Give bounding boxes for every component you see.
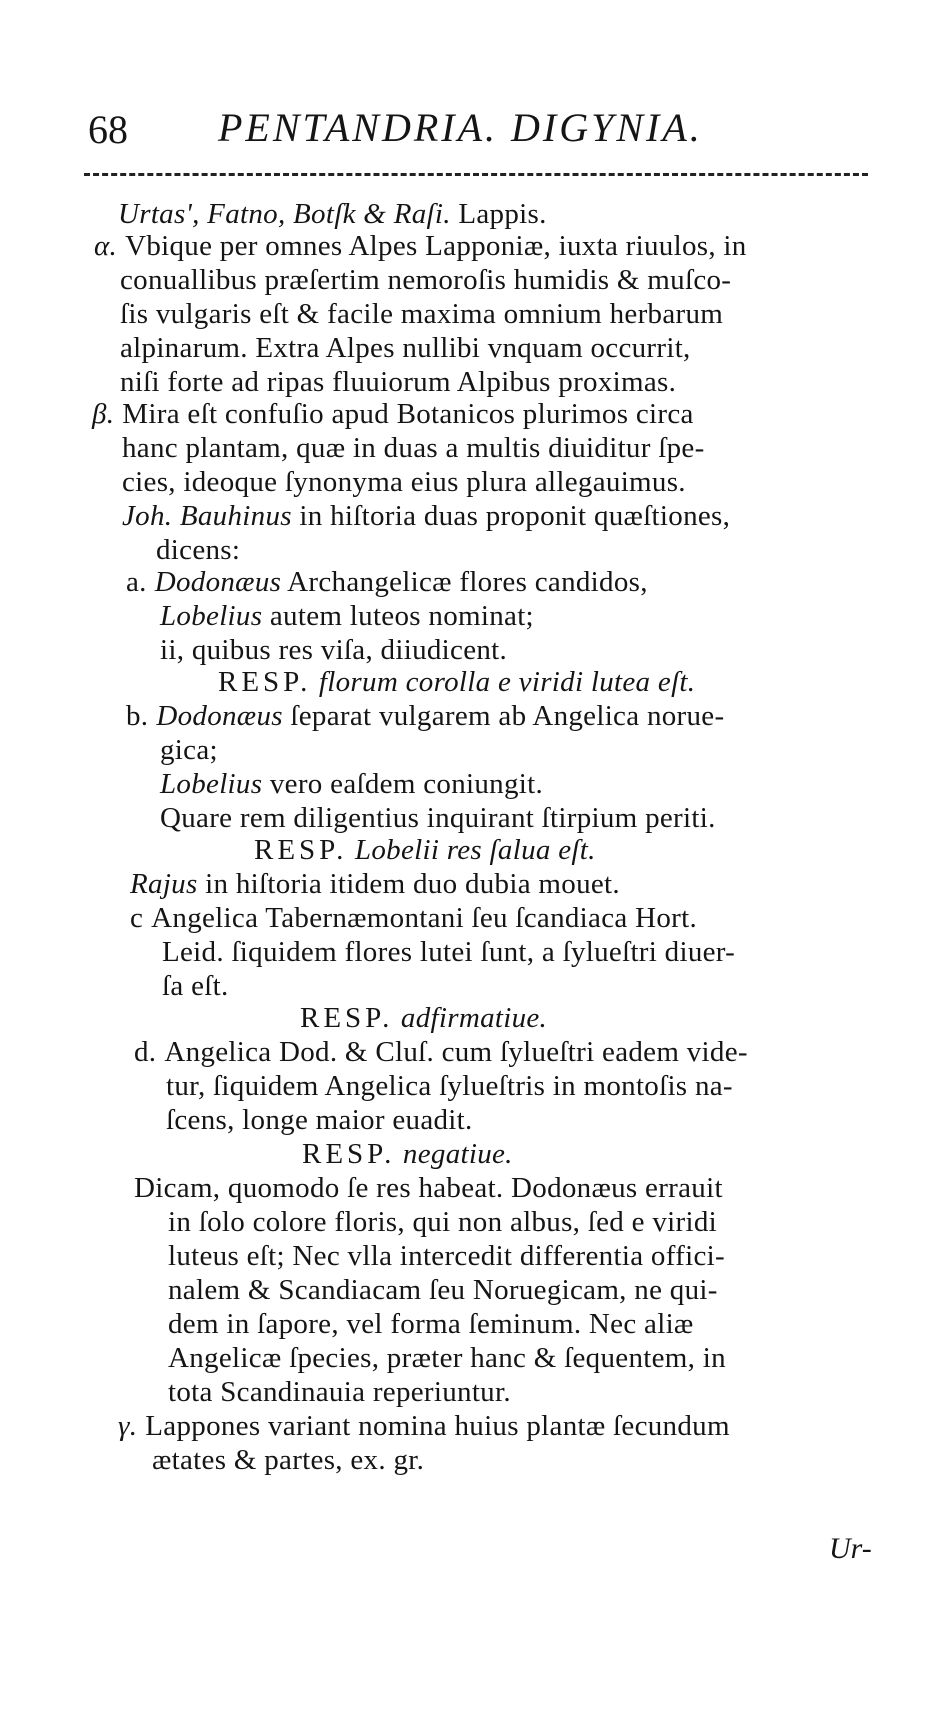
paragraph-gamma: γ. Lappones variant nomina huius plantæ ſecundum: [118, 1410, 730, 1442]
text-line: Leid. ſiquidem flores lutei ſunt, a ſylueſtri diuer-: [162, 936, 736, 968]
text-line: Rajus in hiſtoria itidem duo dubia mouet.: [130, 868, 620, 900]
text-line: tota Scandinauia reperiuntur.: [168, 1376, 511, 1408]
gamma-marker: γ.: [118, 1410, 138, 1442]
catchword: Ur-: [829, 1532, 872, 1565]
alpha-marker: α.: [94, 230, 118, 262]
running-title: PENTANDRIA. DIGYNIA.: [218, 105, 703, 150]
paragraph-beta: β. Mira eſt confuſio apud Botanicos plurimos circa: [92, 398, 694, 430]
response-b: RESP. Lobelii res ſalua eſt.: [254, 834, 596, 866]
text-line: cies, ideoque ſynonyma eius plura allegauimus.: [122, 466, 686, 498]
text-line: gica;: [160, 734, 218, 766]
text-line: nalem & Scandiacam ſeu Noruegicam, ne qui-: [168, 1274, 718, 1306]
text-line: Quare rem diligentius inquirant ſtirpium periti.: [160, 802, 716, 834]
text-line: dicens:: [156, 534, 241, 566]
question-b: b. Dodonæus ſeparat vulgarem ab Angelica norue-: [126, 700, 725, 732]
text-line: ætates & partes, ex. gr.: [152, 1444, 425, 1476]
text-line: conuallibus præſertim nemoroſis humidis & muſco-: [120, 264, 732, 296]
text-line: dem in ſapore, vel forma ſeminum. Nec aliæ: [168, 1308, 694, 1340]
text-line: Dicam, quomodo ſe res habeat. Dodonæus errauit: [134, 1172, 723, 1204]
beta-marker: β.: [92, 398, 115, 430]
text-line: Joh. Bauhinus in hiſtoria duas proponit quæſtiones,: [122, 500, 731, 532]
response-a: RESP. florum corolla e viridi lutea eſt.: [218, 666, 696, 698]
text-line: in ſolo colore floris, qui non albus, ſed e viridi: [168, 1206, 717, 1238]
text-line: Lobelius vero eaſdem coniungit.: [160, 768, 544, 800]
text-line: ii, quibus res viſa, diiudicent.: [160, 634, 508, 666]
text-line: Angelicæ ſpecies, præter hanc & ſequentem, in: [168, 1342, 726, 1374]
paragraph-alpha: α. Vbique per omnes Alpes Lapponiæ, iuxta riuulos, in: [94, 230, 747, 262]
question-d: d. Angelica Dod. & Cluſ. cum ſylueſtri eadem vide-: [134, 1036, 748, 1068]
response-d: RESP. negatiue.: [302, 1138, 513, 1170]
question-c: c Angelica Tabernæmontani ſeu ſcandiaca Hort.: [130, 902, 698, 934]
text-line: alpinarum. Extra Alpes nullibi vnquam occurrit,: [120, 332, 691, 364]
text-line: ſcens, longe maior euadit.: [166, 1104, 473, 1136]
question-a: a. Dodonæus Archangelicæ flores candidos,: [126, 566, 648, 598]
text-line: niſi forte ad ripas fluuiorum Alpibus proximas.: [120, 366, 677, 398]
page-number: 68: [88, 107, 128, 152]
response-c: RESP. adfirmatiue.: [300, 1002, 548, 1034]
text-line: hanc plantam, quæ in duas a multis diuiditur ſpe-: [122, 432, 705, 464]
text-line: ſa eſt.: [162, 970, 229, 1002]
text-line: Urtas', Fatno, Botſk & Raſi. Lappis.: [118, 198, 547, 230]
text-line: luteus eſt; Nec vlla intercedit differentia offici-: [168, 1240, 725, 1272]
text-line: tur, ſiquidem Angelica ſylueſtris in montoſis na-: [166, 1070, 733, 1102]
text-line: Lobelius autem luteos nominat;: [160, 600, 534, 632]
header-rule: [84, 173, 868, 176]
text-line: ſis vulgaris eſt & facile maxima omnium herbarum: [120, 298, 724, 330]
